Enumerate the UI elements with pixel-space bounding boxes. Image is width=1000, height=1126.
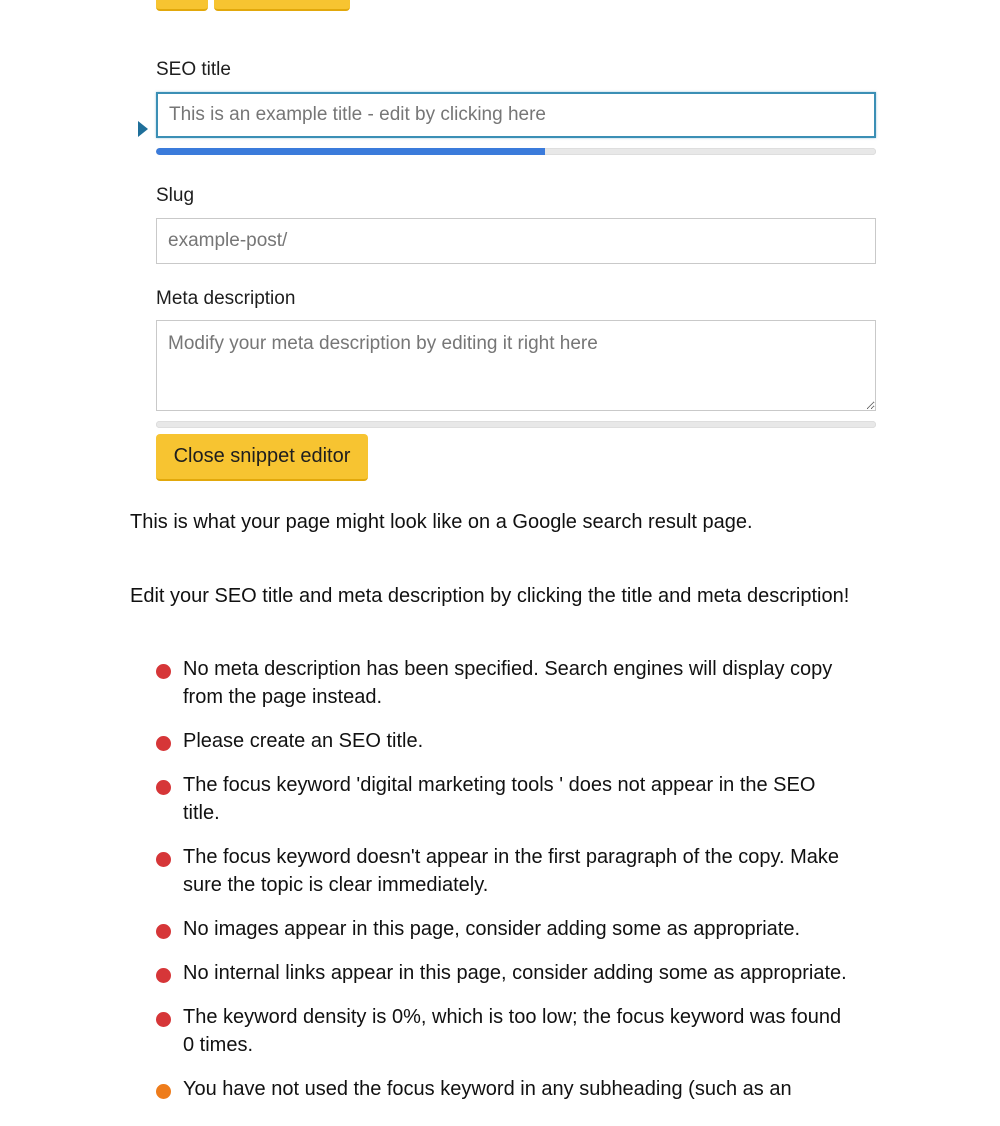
analysis-item [156,1003,856,1059]
seo-title-progress-fill [156,148,545,155]
cut-off-button-small[interactable] [156,0,208,11]
meta-description-textarea[interactable] [156,320,876,411]
orange-bullet-icon [156,1084,171,1099]
analysis-item [156,727,856,755]
red-bullet-icon [156,924,171,939]
preview-note: This is what your page might look like on a Google search result page. [130,511,753,533]
meta-description-progress-bar [156,421,876,428]
red-bullet-icon [156,780,171,795]
red-bullet-icon [156,736,171,751]
analysis-item [156,655,856,711]
red-bullet-icon [156,968,171,983]
analysis-item-text: The focus keyword doesn't appear in the first paragraph of the copy. Make sure the topic is clear immediately. [183,846,840,896]
red-bullet-icon [156,852,171,867]
analysis-item [156,959,856,987]
slug-label: Slug [156,185,195,206]
analysis-list [156,655,856,1119]
analysis-item-text: No meta description has been specified. Search engines will display copy from the page instead. [183,658,833,708]
analysis-item [156,771,856,827]
analysis-item-text: Please create an SEO title. [183,730,424,752]
edit-note: Edit your SEO title and meta description by clicking the title and meta description! [130,585,850,607]
analysis-item [156,843,856,899]
analysis-item-text: No images appear in this page, consider adding some as appropriate. [183,918,801,940]
slug-input[interactable] [156,218,876,264]
analysis-item-text: No internal links appear in this page, consider adding some as appropriate. [183,962,847,984]
analysis-item [156,1075,856,1103]
cut-off-button-wide[interactable] [214,0,350,11]
seo-title-progress-bar [156,148,876,155]
seo-title-input[interactable] [156,92,876,138]
meta-description-label: Meta description [156,288,296,309]
close-snippet-editor-button[interactable]: Close snippet editor [156,434,368,481]
analysis-item [156,915,856,943]
analysis-item-text: The focus keyword 'digital marketing tools ' does not appear in the SEO title. [183,774,816,824]
red-bullet-icon [156,664,171,679]
seo-title-label: SEO title [156,59,231,80]
analysis-item-text: You have not used the focus keyword in any subheading (such as an [183,1078,792,1100]
red-bullet-icon [156,1012,171,1027]
focus-arrow-icon [138,121,148,137]
analysis-item-text: The keyword density is 0%, which is too low; the focus keyword was found 0 times. [183,1006,842,1056]
